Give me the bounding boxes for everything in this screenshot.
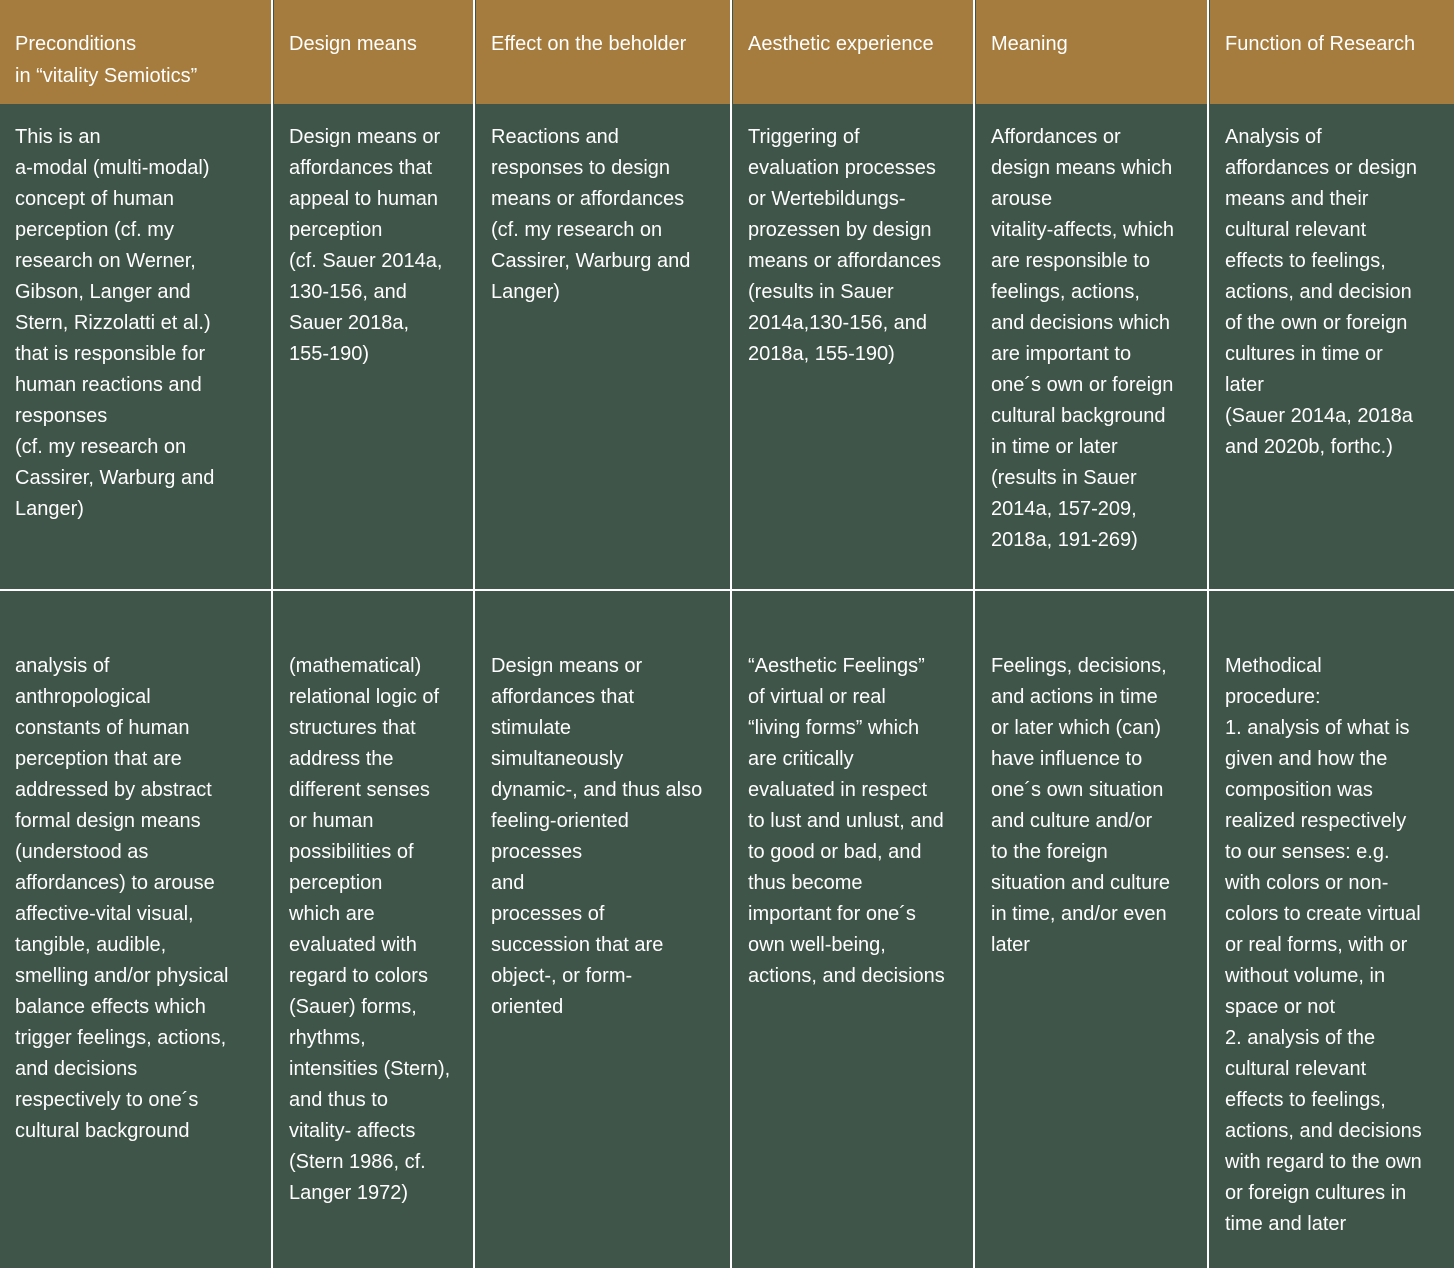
table-cell: (mathematical) relational logic of structures that address the different senses or human possibilities of perception which are evaluated with regard to colors (Sauer) forms, rhythms, intensities (Stern), and thus to vitality- affects (Stern 1986, cf. Langer 1972)	[274, 590, 474, 1268]
column-divider	[271, 0, 273, 1268]
header-cell-function-of-research: Function of Research	[1210, 0, 1454, 104]
table-cell: Reactions and responses to design means or affordances (cf. my research on Cassirer, Warburg and Langer)	[476, 104, 730, 590]
table-cell: Methodical procedure: 1. analysis of what is given and how the composition was realized respectively to our senses: e.g. with colors or non- colors to create virtual or real forms, with or without volume, in space or not 2. analysis of the cultural relevant effects to feelings, actions, and decisions with regard to the own or foreign cultures in time and later	[1210, 590, 1454, 1268]
table-cell: Affordances or design means which arouse vitality-affects, which are responsible to feelings, actions, and decisions which are important to one´s own or foreign cultural background in time or later (results in Sauer 2014a, 157-209, 2018a, 191-269)	[976, 104, 1208, 590]
header-cell-effect-on-beholder: Effect on the beholder	[476, 0, 730, 104]
table-cell: Feelings, decisions, and actions in time or later which (can) have influence to one´s own situation and culture and/or to the foreign situation and culture in time, and/or even later	[976, 590, 1208, 1268]
table-cell: Design means or affordances that appeal to human perception (cf. Sauer 2014a, 130-156, and Sauer 2018a, 155-190)	[274, 104, 474, 590]
header-cell-preconditions: Preconditions in “vitality Semiotics”	[0, 0, 272, 104]
header-cell-meaning: Meaning	[976, 0, 1208, 104]
column-divider	[1207, 0, 1209, 1268]
column-divider	[730, 0, 732, 1268]
header-cell-aesthetic-experience: Aesthetic experience	[733, 0, 974, 104]
column-divider	[473, 0, 475, 1268]
table-cell: Design means or affordances that stimulate simultaneously dynamic-, and thus also feeling-oriented processes and processes of succession that are object-, or form- oriented	[476, 590, 730, 1268]
table-cell: analysis of anthropological constants of human perception that are addressed by abstract formal design means (understood as affordances) to arouse affective-vital visual, tangible, audible, smelling and/or physical balance effects which trigger feelings, actions, and decisions respectively to one´s cultural background	[0, 590, 272, 1268]
table-cell: This is an a-modal (multi-modal) concept of human perception (cf. my research on Werner, Gibson, Langer and Stern, Rizzolatti et al.) that is responsible for human reactions and responses (cf. my research on Cassirer, Warburg and Langer)	[0, 104, 272, 590]
table-cell: Triggering of evaluation processes or Wertebildungs- prozessen by design means or affordances (results in Sauer 2014a,130-156, and 2018a, 155-190)	[733, 104, 974, 590]
table-cell: “Aesthetic Feelings” of virtual or real “living forms” which are critically evaluated in respect to lust and unlust, and to good or bad, and thus become important for one´s own well-being, actions, and decisions	[733, 590, 974, 1268]
header-cell-design-means: Design means	[274, 0, 474, 104]
row-divider	[0, 589, 1454, 591]
column-divider	[973, 0, 975, 1268]
table-cell: Analysis of affordances or design means and their cultural relevant effects to feelings, actions, and decision of the own or foreign cultures in time or later (Sauer 2014a, 2018a and 2020b, forthc.)	[1210, 104, 1454, 590]
